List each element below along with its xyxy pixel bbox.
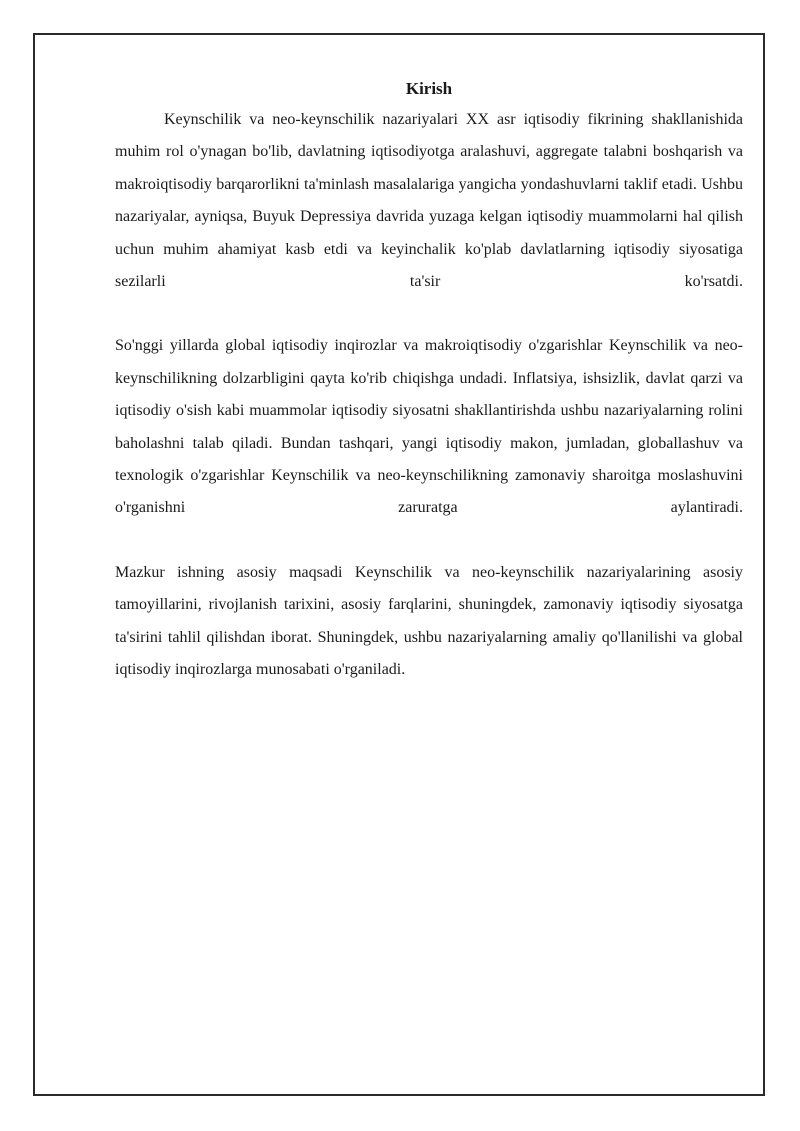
paragraph-context: So'nggi yillarda global iqtisodiy inqirozlar va makroiqtisodiy o'zgarishlar Keynschilik va neo-keynschilikning dolzarbligini qayta ko'rib chiqishga undadi. Inflatsiya, ishsizlik, davlat qarzi va iqtisodiy o'sish kabi muammolar iqtisodiy siyosatni shakllantirishda ushbu nazariyalarning rolini baholashni talab qiladi. Bundan tashqari, yangi iqtisodiy makon, jumladan, globallashuv va texnologik o'zgarishlar Keynschilik va neo-keynschilikning zamonaviy sharoitga moslashuvini o'rganishni zaruratga aylantiradi. (115, 337, 743, 517)
paragraph-aim: Mazkur ishning asosiy maqsadi Keynschilik va neo-keynschilik nazariyalarining asosiy tamoyillarini, rivojlanish tarixini, asosiy farqlarini, shuningdek, zamonaviy iqtisodiy siyosatga ta'sirini tahlil qilishdan iborat. Shuningdek, ushbu nazariyalarning amaliy qo'llanilishi va global iqtisodiy inqirozlarga munosabati o'rganiladi. (115, 563, 743, 679)
document-body (115, 74, 743, 687)
document-title: Kirish (405, 79, 453, 98)
paragraph-intro: Keynschilik va neo-keynschilik nazariyalari XX asr iqtisodiy fikrining shakllanishida muhim rol o'ynagan bo'lib, davlatning iqtisodiyotga aralashuvi, aggregate talabni boshqarish va makroiqtisodiy barqarorlikni ta'minlash masalalariga yangicha yondashuvlarni taklif etadi. Ushbu nazariyalar, ayniqsa, Buyuk Depressiya davrida yuzaga kelgan iqtisodiy muammolarni hal qilish uchun muhim ahamiyat kasb etdi va keyinchalik ko'plab davlatlarning iqtisodiy siyosatiga sezilarli ta'sir ko'rsatdi. (115, 111, 743, 291)
